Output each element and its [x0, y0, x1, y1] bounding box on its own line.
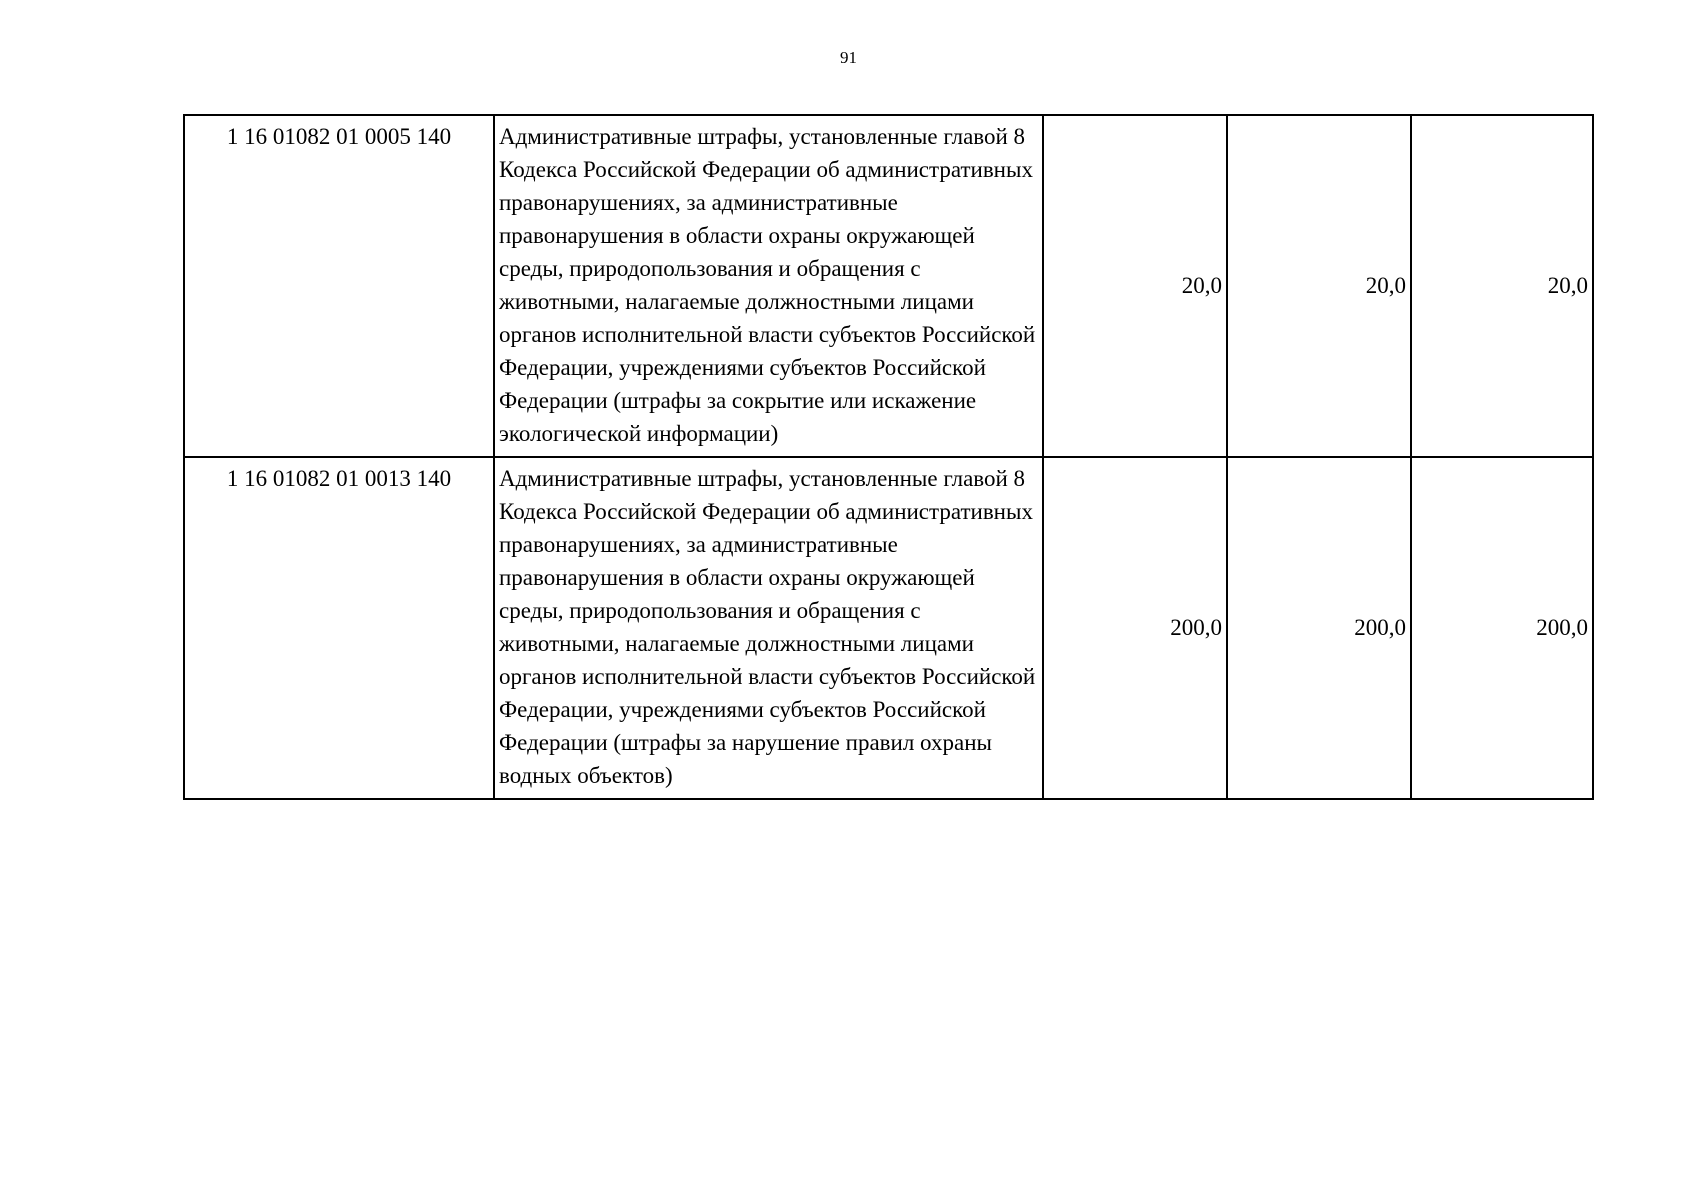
amount-cell-year-3: 20,0 [1411, 115, 1593, 457]
amount-cell-year-3: 200,0 [1411, 457, 1593, 799]
amount-cell-year-1: 20,0 [1043, 115, 1227, 457]
budget-code-cell: 1 16 01082 01 0013 140 [184, 457, 494, 799]
description-cell: Административные штрафы, установленные главой 8 Кодекса Российской Федерации об административных правонарушениях, за административные правонарушения в области охраны окружающей среды, природопользования и обращения с животными, налагаемые должностными лицами органов исполнительной власти субъектов Российской Федерации, учреждениями субъектов Российской Федерации (штрафы за сокрытие или искажение экологической информации) [494, 115, 1043, 457]
amount-cell-year-1: 200,0 [1043, 457, 1227, 799]
budget-table [183, 114, 1594, 800]
amount-cell-year-2: 20,0 [1227, 115, 1411, 457]
description-cell: Административные штрафы, установленные главой 8 Кодекса Российской Федерации об административных правонарушениях, за административные правонарушения в области охраны окружающей среды, природопользования и обращения с животными, налагаемые должностными лицами органов исполнительной власти субъектов Российской Федерации, учреждениями субъектов Российской Федерации (штрафы за нарушение правил охраны водных объектов) [494, 457, 1043, 799]
budget-code-cell: 1 16 01082 01 0005 140 [184, 115, 494, 457]
page-number: 91 [840, 48, 857, 67]
amount-cell-year-2: 200,0 [1227, 457, 1411, 799]
table-row [184, 457, 1593, 799]
table-row [184, 115, 1593, 457]
